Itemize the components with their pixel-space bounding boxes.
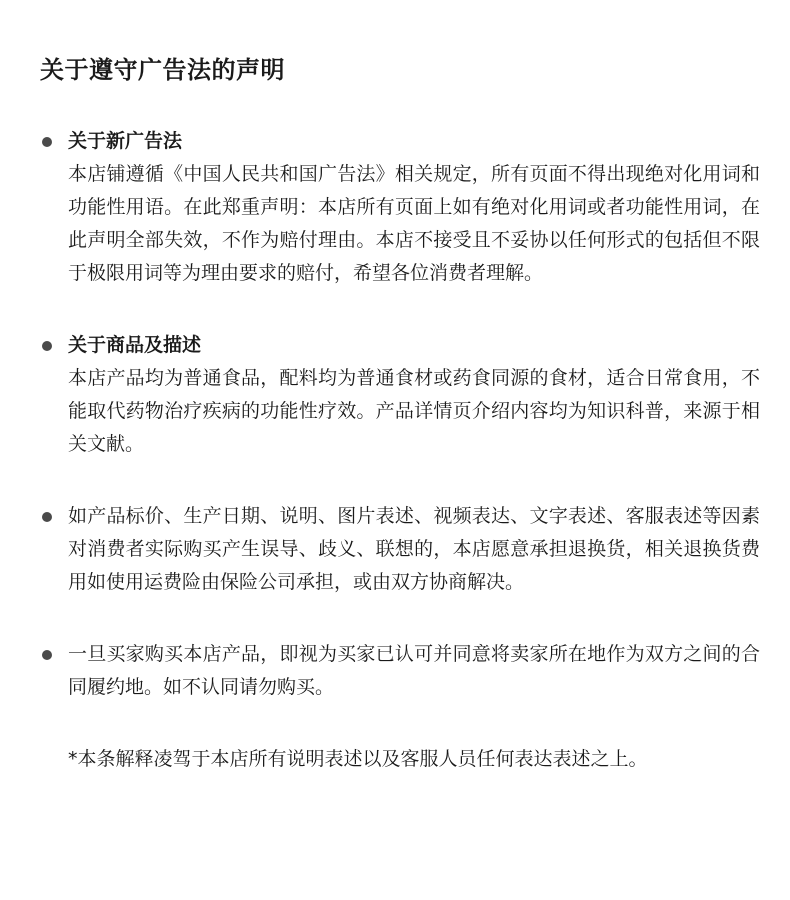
bullet-icon (42, 650, 52, 660)
section-heading: 关于商品及描述 (68, 334, 202, 356)
bullet-icon (42, 137, 52, 147)
section-new-ad-law (40, 125, 760, 290)
section-heading: 关于新广告法 (68, 130, 183, 152)
section-contract-location (40, 638, 760, 704)
section-text: 如产品标价、生产日期、说明、图片表述、视频表达、文字表述、客服表述等因素对消费者实际购买产生误导、歧义、联想的，本店愿意承担退换货，相关退换货费用如使用运费险由保险公司承担，或由双方协商解决。 (68, 505, 760, 593)
page-title: 关于遵守广告法的声明 (40, 56, 285, 84)
section-misleading-info (40, 500, 760, 599)
section-goods-description (40, 329, 760, 461)
section-text: 本店产品均为普通食品，配料均为普通食材或药食同源的食材，适合日常食用，不能取代药物治疗疾病的功能性疗效。产品详情页介绍内容均为知识科普，来源于相关文献。 (68, 367, 760, 455)
section-text: 一旦买家购买本店产品，即视为买家已认可并同意将卖家所在地作为双方之间的合同履约地。如不认同请勿购买。 (68, 643, 760, 698)
bullet-icon (42, 341, 52, 351)
bullet-icon (42, 512, 52, 522)
footnote: *本条解释凌驾于本店所有说明表述以及客服人员任何表达表述之上。 (68, 748, 648, 770)
section-text: 本店铺遵循《中国人民共和国广告法》相关规定，所有页面不得出现绝对化用词和功能性用语。在此郑重声明：本店所有页面上如有绝对化用词或者功能性用词，在此声明全部失效，不作为赔付理由。本店不接受且不妥协以任何形式的包括但不限于极限用词等为理由要求的赔付，希望各位消费者理解。 (68, 163, 760, 284)
